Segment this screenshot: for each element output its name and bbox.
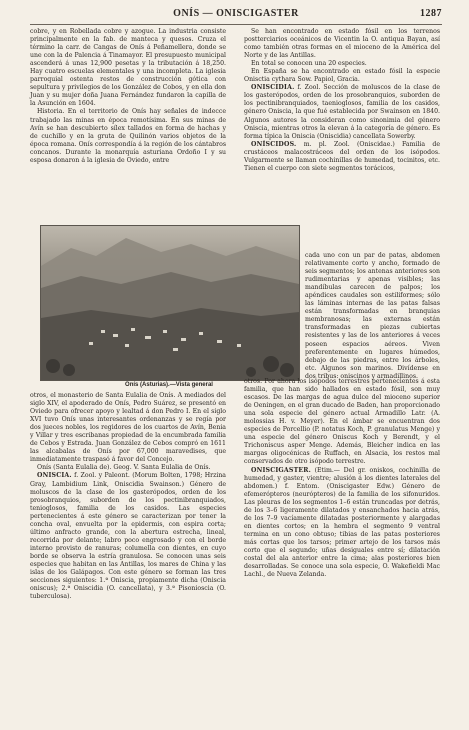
landscape-illustration [41, 226, 299, 380]
headword: ONÍSCIDOS. [251, 140, 297, 148]
right-column-beside-figure [305, 252, 440, 380]
entry-text: (Etim.— Del gr. oniskos, cochinilla de humedad, y gaster, vientre; alusión á los dientes laterales del abdomen.) f. Entom. (Oniscigaster Edw.) Género de efemerópteros (neurópteros) de la familia de los sifonuridos. Las pleuras de los segmentos 1–6 están truncadas por detrás, de los 3–6 ligeramente dilatados y ensanchados hacia atrás, de los 7–9 vacíamente dilatadas posteriormente y alargadas en dientes cortos; en la hembra el segmento 9 ventral termina en un cono obtuso; tibias de las patas posteriores más cortas que los tarsos; primer artejo de los tarsos más corto que el segundo; uñas desiguales entre sí; dilatación costal del ala anterior entre la cima; alas posteriores bien desarrolladas. Se conoce una sola especie, O. Wakefieldi Mac Lachl., de Nueva Zelanda. [244, 466, 440, 579]
entry-text: f. Zool. y Paleont. (Morum Bolten, 1798; Hrzina Gray, Lambidium Link, Oniscidia Swainson.) Género de moluscos de la clase de los gasterópodos, orden de los prosobranquios, suborden de los pectinibranquiados, tenioglosos, familia de los casidos. Las especies pertenecientes á este género se caracterizan por tener la concha oval, envuelta por la epidermis, con espira corta; último anfracto grande, con la abertura estrecha, lineal, recorrida por delante; labro poco engrosado y con el borde interno provisto de ranuras; columella con dientes, en cuyo borde se observa la estría granulosa. Se conocen unas seis especies que habitan en las Antillas, los mares de China y las islas de los Galápagos. Con este género se forman las tres secciones siguientes: 1.ª Oniscia, propiamente dicha (Oniscia oniscus); 2.ª Oniscidia (O. cancellata), y 3.ª Pisonioscia (O. tuberculosa). [30, 472, 226, 601]
paragraph: Historia. En el territorio de Onís hay señales de indecce trabajado las minas en época remotísima. En sus minas de Avín se han descubierto sílex tallados en forma de hachas y de cuchillo y en la gruta de Quilinón varios objetos de la época romana. Onís correspondía á la región de los cántabros concanos. Durante la monarquía asturiana Ordoño I y su esposa donaron á la iglesia de Oviedo, entre [30, 108, 226, 164]
headword: ONISCIDIA. [251, 84, 295, 92]
paragraph: En total se conocen una 20 especies. [251, 60, 367, 68]
entry-oniscia [30, 472, 226, 601]
entry-text: m. pl. Zool. (Oniscidae.) Familia de crustáceos malacostráceos del orden de los isópodos. Vulgarmente se llaman cochinillas de humedad, tocinitos, etc. Tienen el cuerpo con siete segmentos torácicos, [244, 140, 440, 172]
headword: ONISCIGASTER. [251, 466, 311, 474]
entry-oniscidia [244, 84, 440, 140]
header-rule [30, 24, 442, 25]
page-header [30, 8, 442, 24]
paragraph: Onís (Santa Eulalia de). Geog. V. Santa Eulalia de Onís. [37, 464, 211, 472]
paragraph: Se han encontrado en estado fósil en los terrenos postterciarios oceánicos de Vicentin la O. antiqua Bayan, así como también otras formas en el mioceno de la América del Norte y de las Antillas. [244, 28, 440, 60]
paragraph: cobre, y en Robellada cobre y azogue. La industria consiste principalmente en la fab. de manteca y quesos. Cruza el término la carr. de Cangas de Onís á Peñamellera, donde se une con la de Palencia á Tinamayor. El presupuesto municipal ascenderá á unas 12,900 pesetas y la tributación á 18,250. Hay cuatro escuelas elementales y una incompleta. La iglesia parroquial ostenta restos de construcción gótica con sepultura y privilegios de los González de Cobos, y en ella don Juan y su mujer doña Juana Fernández fundaron la capilla de la Asunción en 1604. [30, 28, 226, 108]
paragraph: otros. Por ahora los isópodos terrestres pertenecientes á esta familia, que han sido hallados en estado fósil, son muy escasos. De las margas de agua dulce del mioceno superior de Oeningen, en el gran ducado de Baden, han proporcionado una sola especie del género actual Armadillo Latr. (A. molossias H. v. Meyer). En el ámbar se encuentran dos especies de Porcellio (P. notatus Koch, P. granulatus Menge) y una especie del género Oniscus Koch y Berendt, y el Trichoniscus asper Menge. Además, Bleicher indica en las margas oligocénicas de Ruffach, en Alsacia, los restos mal conservados de otro isópodo terrestre. [244, 378, 440, 466]
entry-oniscigaster [244, 467, 440, 580]
headword: ONISCIA. [37, 472, 72, 480]
entry-text: f. Zool. Sección de moluscos de la clase de los gasterópodos, orden de los prosobranquios, suborden de los pectinibranquiados, taenioglosos, familia de los casidos, género Oniscia, la que fué establecida por Swainson en 1840. Algunos autores la consideran como sinonimia del género Oniscia, mientras otros la elevan á la categoría de género. Es forma típica la Oniscia (Oniscidia) cancellata Sowerby. [244, 84, 440, 140]
paragraph: En España se ha encontrado en estado fósil la especie Onisctia cythara Sow. Papiol, Gracia. [244, 68, 440, 84]
entry-oniscidos [244, 141, 440, 173]
right-column-bottom [244, 378, 440, 712]
page-number: 1287 [420, 8, 442, 19]
paragraph: cada uno con un par de patas, abdomen relativamente corto y ancho, formado de seis segmentos; los antenas anteriores son rudimentarias y apenas visibles; las mandíbulas carecen de palpos; los apéndices caudales son estiliformes; sólo las láminas internas de las patas falsas están transformadas en branquias membranosas; las externas están transformadas en piezas cubiertas resistentes y las de los anteriores á veces poseen espacios aéreos. Viven preferentemente en lugares húmedos, debajo de las piedras, entre los árboles, etc. Algunos son marinos. Divídense en dos tribus: oniscinos y armadillinos. [305, 252, 440, 380]
paragraph: otros, el monasterio de Santa Eulalia de Onís. A mediados del siglo XIV, el apoderado de Onís, Pedro Suárez, se presentó en Oviedo para ofrecer apoyo y lealtad á don Pedro I. En el siglo XVI tuvo Onís unas interesantes ordenanzas y se regía por dos jueces nobles, los regidores de los cuartos de Avín, Benia y Villar y tres escribanas propiedad de la encumbrada familia de Cebos y Estrada. Juan González de Cebos compró en 1611 las alcabalas de Onís por 67,000 maravedises, que inmediatamente traspasó á favor del Concejo. [30, 392, 226, 464]
left-column-bottom [30, 392, 226, 712]
figure-caption: Onís (Asturias).—Vista general [125, 382, 213, 388]
running-title: ONÍS — ONISCIGASTER [173, 8, 299, 19]
landscape-photograph [40, 225, 300, 381]
